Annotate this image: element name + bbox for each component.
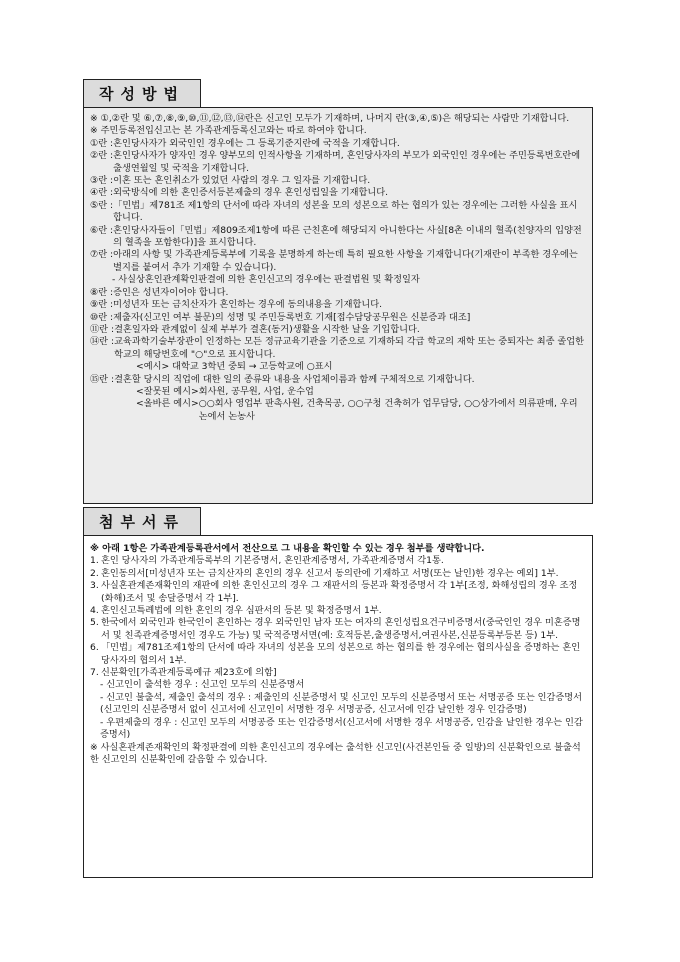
attach-item: 5. 한국에서 외국인과 한국인이 혼인하는 경우 외국인인 남자 또는 여자의 혼인성립요건구비증명서(중국인인 경우 미혼증명서 및 친족관계증명서인 경우도 가능) 및 국적증명서면(예: 호적등본,출생증명서,여권사본,신분등록부등본 등) 1부. [90,617,581,641]
method-section-title: 작성방법 [83,79,201,108]
method-note-1: ※ ①,②란 및 ⑥,⑦,⑧,⑨,⑩,⑪,⑫,⑬,⑭란은 신고인 모두가 기재하며, 나머지 란(③,④,⑤)은 해당되는 사람만 기재합니다. [90,113,570,124]
attach-item-7-sub: - 신고인이 출석한 경우 : 신고인 모두의 신분증명서 [100,679,305,691]
method-item: ⑧란 : 증인은 성년자이어야 합니다. [90,286,229,298]
attach-note: ※ 아래 1항은 가족관계등록관서에서 전산으로 그 내용을 확인할 수 있는 경우 첨부를 생략합니다. [90,543,485,554]
attach-item: 1. 혼인 당사자의 가족관계등록부의 기본증명서, 혼인관계증명서, 가족관계증명서 각1통. [90,555,444,567]
attach-section [83,535,593,878]
method-item: ⑤란 : 「민법」제781조 제1항의 단서에 따라 자녀의 성본을 모의 성본으로 하는 협의가 있는 경우에는 그러한 사실을 표시합니다. [90,199,578,224]
method-item-14-example: <예시> 대학교 3학년 중퇴 → 고등학교에 ○표시 [136,361,333,373]
method-item: ③란 : 이혼 또는 혼인취소가 있었던 사람의 경우 그 일자를 기재합니다. [90,175,371,187]
method-item-15-right-example: <올바른 예시> ○○회사 영업부 판촉사원, 건축목공, ○○구청 건축허가 업무담당, ○○상가에서 의류판매, 우리 논에서 논농사 [136,398,578,422]
attach-item: 7. 신분확인[가족관계등록예규 제23호에 의함] [90,667,277,679]
attach-item-7-sub: - 우편제출의 경우 : 신고인 모두의 서명공증 또는 인감증명서(신고서에 서명한 경우 서명공증, 인감을 날인한 경우는 인감증명서) [100,716,583,741]
method-item-7-sub: - 사실상혼인관계확인판결에 의한 혼인신고의 경우에는 판결법원 및 확정일자 [112,274,420,286]
attach-item: 6. 「민법」제781조제1항의 단서에 따라 자녀의 성본을 모의 성본으로 하는 협의를 한 경우에는 협의사실을 증명하는 혼인당사자의 협의서 1부. [90,642,581,666]
method-item: ④란 : 외국방식에 의한 혼인증서등본제출의 경우 혼인성립일을 기재합니다. [90,187,389,199]
method-section [83,107,593,504]
method-item: ⑪란 : 결혼일자와 관계없이 실제 부부가 결혼(동거)생활을 시작한 날을 기입합니다. [90,323,420,335]
attach-item: 4. 혼인신고특례법에 의한 혼인의 경우 심판서의 등본 및 확정증명서 1부. [90,605,382,617]
method-item: ⑨란 : 미성년자 또는 금치산자가 혼인하는 경우에 동의내용을 기재합니다. [90,299,383,311]
method-item: ①란 : 혼인당사자가 외국인인 경우에는 그 등록기준지란에 국적을 기재합니다. [90,137,400,149]
method-items [90,138,586,423]
method-item: ⑭란 : 교육과학기술부장관이 인정하는 모든 정규교육기관을 기준으로 기재하되 각급 학교의 재학 또는 중퇴자는 최종 졸업한 학교의 해당번호에 "○"으로 표시합니다. [90,336,585,360]
method-note-2: ※ 주민등록전입신고는 본 가족관계등록신고와는 따로 하여야 합니다. [90,125,367,137]
attach-item: 2. 혼인동의서[미성년자 또는 금치산자의 혼인의 경우 신고서 동의란에 기재하고 서명(또는 날인)한 경우는 예외] 1부. [90,567,559,579]
method-item: ⑩란 : 제출자(신고인 여부 불문)의 성명 및 주민등록번호 기재[접수담당공무원은 신분증과 대조] [90,311,471,323]
attach-item-7-sub: - 신고인 불출석, 제출인 출석의 경우 : 제출인의 신분증명서 및 신고인 모두의 신분증명서 또는 서명공증 또는 인감증명서(신고인의 신분증명서 없이 신고서에 신고인이 서명한 경우 서명공증, 신고서에 인감 날인한 경우 인감증명) [100,691,583,716]
method-item-15: ⑮란 : 결혼할 당시의 직업에 대한 일의 종류와 내용을 사업체이름과 함께 구체적으로 기재합니다. [90,373,475,385]
method-item-15-wrong-example: <잘못된 예시> 회사원, 공무원, 사업, 운수업 [136,385,314,397]
method-item: ⑦란 : 아래의 사항 및 가족관계등록부에 기록을 분명하게 하는데 특히 필요한 사항을 기재합니다(기재란이 부족한 경우에는 별지를 붙여서 추가 기재할 수 있습니다). [90,249,578,273]
method-item: ②란 : 혼인당사자가 양자인 경우 양부모의 인적사항을 기재하며, 혼인당사자의 부모가 외국인인 경우에는 주민등록번호란에 출생연월일 및 국적을 기재합니다. [90,150,581,174]
method-item: ⑥란 : 혼인당사자들이「민법」제809조제1항에 따른 근친혼에 해당되지 아니한다는 사실[8촌 이내의 혈족(친양자의 입양전의 혈족을 포함한다)]을 표시합니다. [90,224,582,249]
attach-item: 3. 사실혼관계존재확인의 재판에 의한 혼인신고의 경우 그 재판서의 등본과 확정증명서 각 1부[조정, 화해성립의 경우 조정(화해)조서 및 송달증명서 각 1부]. [90,580,578,604]
attach-section-title: 첨부서류 [83,507,201,536]
attach-final-note: ※ 사실혼관계존재확인의 확정판결에 의한 혼인신고의 경우에는 출석한 신고인(사건본인들 중 일방)의 신분확인으로 불출석한 신고인의 신분확인에 갈음할 수 있습니다. [90,741,581,765]
